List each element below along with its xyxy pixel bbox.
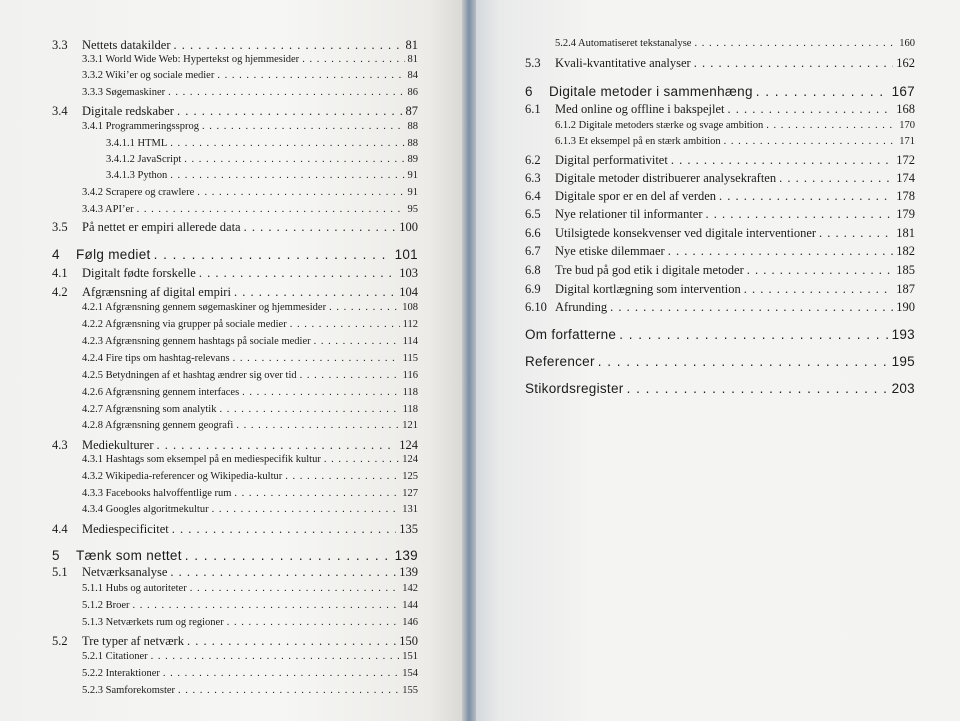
toc-leader-dots [779, 171, 893, 186]
toc-entry-page: 154 [402, 668, 418, 679]
toc-entry-title: 4.2.5 Betydningen af et hashtag ændrer sig over tid [82, 370, 297, 381]
toc-entry-title: 4.2.8 Afgrænsning gennem geografi [82, 420, 234, 431]
toc-entry [525, 136, 915, 147]
toc-entry-title: Netværksanalyse [82, 565, 168, 579]
toc-entry [525, 207, 915, 222]
toc-leader-dots [744, 282, 894, 297]
toc-leader-dots [671, 153, 893, 168]
toc-entry-title: Afgrænsning af digital empiri [82, 285, 231, 299]
toc-entry-page: 187 [896, 282, 915, 296]
toc-entry-title: Digitale metoder i sammenhæng [549, 84, 753, 99]
toc-entry-title: 4.2.6 Afgrænsning gennem interfaces [82, 387, 240, 398]
toc-entry-page: 144 [402, 600, 418, 611]
toc-entry-page: 115 [402, 353, 418, 364]
toc-leader-dots [719, 189, 893, 204]
toc-entry-page: 179 [896, 207, 915, 221]
toc-entry-title: 5.1.3 Netværkets rum og regioner [82, 617, 224, 628]
toc-entry-title: Med online og offline i bakspejlet [555, 102, 725, 116]
toc-leader-dots [706, 207, 894, 222]
toc-entry-page: 178 [896, 189, 915, 203]
toc-entry-page: 124 [399, 438, 418, 452]
toc-entry-page: 95 [407, 204, 418, 215]
toc-entry-page: 124 [402, 454, 418, 465]
toc-entry-page: 139 [394, 548, 418, 563]
toc-entry-page: 118 [402, 404, 418, 415]
toc-leader-dots [668, 244, 894, 259]
toc-entry-page: 168 [896, 102, 915, 116]
toc-entry-page: 104 [399, 285, 418, 299]
toc-entry-page: 142 [402, 583, 418, 594]
toc-entry-title: 4.2.3 Afgrænsning gennem hashtags på sociale medier [82, 336, 311, 347]
toc-entry-page: 89 [407, 154, 418, 165]
toc-entry-page: 170 [899, 120, 915, 131]
toc-entry-number: 6.5 [525, 207, 541, 221]
toc-entry-title: 4.2.1 Afgrænsning gennem søgemaskiner og hjemmesider [82, 302, 327, 313]
toc-leader-dots [819, 226, 893, 241]
toc-entry-number: 6.3 [525, 171, 541, 185]
toc-entry-title: 3.4.1.2 JavaScript [106, 154, 182, 165]
toc-entry-title: Følg mediet [76, 247, 151, 262]
toc-entry-title: Digitale redskaber [82, 104, 174, 118]
toc-entry-page: 185 [896, 263, 915, 277]
toc-entry-page: 155 [402, 685, 418, 696]
toc-entry-page: 171 [899, 136, 915, 147]
toc-entry-page: 118 [402, 387, 418, 398]
toc-entry-number: 6.7 [525, 244, 541, 258]
toc-leader-dots [627, 381, 889, 396]
toc-entry-title: Om forfatterne [525, 327, 617, 342]
toc-entry-number: 4.1 [52, 266, 68, 280]
toc-entry-title: 6.1.2 Digitale metoders stærke og svage ambition [555, 120, 764, 131]
toc-entry-number: 3.3 [52, 38, 68, 52]
toc-entry-number: 6.2 [525, 153, 541, 167]
toc-entry-page: 88 [407, 121, 418, 132]
toc-entry-page: 181 [896, 226, 915, 240]
toc-entry-page: 125 [402, 471, 418, 482]
toc-entry-title: Mediespecificitet [82, 522, 169, 536]
toc-entry-page: 195 [891, 354, 915, 369]
toc-entry-page: 114 [402, 336, 418, 347]
toc-entry-page: 108 [402, 302, 418, 313]
toc-entry-title: På nettet er empiri allerede data [82, 220, 241, 234]
toc-entry [525, 56, 915, 71]
toc-entry-page: 203 [891, 381, 915, 396]
toc-entry-page: 86 [407, 87, 418, 98]
toc-entry-title: 3.4.1.3 Python [106, 170, 168, 181]
toc-entry [525, 102, 915, 117]
toc-entry-page: 139 [399, 565, 418, 579]
toc-entry [525, 300, 915, 315]
toc-entry-title: Digital performativitet [555, 153, 668, 167]
toc-entry-page: 116 [402, 370, 418, 381]
toc-entry [525, 244, 915, 259]
toc-entry-page: 167 [891, 84, 915, 99]
toc-entry-number: 4.2 [52, 285, 68, 299]
toc-leader-dots [756, 84, 889, 99]
toc-entry-number: 5.2 [52, 634, 68, 648]
toc-entry [525, 226, 915, 241]
toc-entry-page: 131 [402, 504, 418, 515]
toc-entry-title: Digitale metoder distribuerer analysekraften [555, 171, 777, 185]
toc-entry-page: 193 [891, 327, 915, 342]
toc-entry-title: 5.2.3 Samforekomster [82, 685, 176, 696]
toc-leader-dots [747, 263, 894, 278]
toc-entry-title: Nye etiske dilemmaer [555, 244, 665, 258]
toc-entry-title: Kvali-kvantitative analyser [555, 56, 691, 70]
toc-entry-title: 5.2.4 Automatiseret tekstanalyse [555, 38, 692, 49]
toc-leader-dots [766, 120, 896, 131]
toc-entry-title: 3.4.3 API’er [82, 204, 134, 215]
toc-entry-number: 5 [52, 548, 60, 563]
toc-entry-page: 84 [407, 70, 418, 81]
toc-entry [525, 84, 915, 99]
toc-entry-title: Digitalt fødte forskelle [82, 266, 196, 280]
toc-entry-page: 162 [896, 56, 915, 70]
toc-entry-number: 4.4 [52, 522, 68, 536]
toc-entry-title: Nye relationer til informanter [555, 207, 703, 221]
toc-entry-title: 4.3.2 Wikipedia-referencer og Wikipedia-kultur [82, 471, 283, 482]
toc-entry-title: Utilsigtede konsekvenser ved digitale interventioner [555, 226, 817, 240]
toc-entry-page: 91 [407, 187, 418, 198]
toc-entry-title: 3.4.1.1 HTML [106, 138, 168, 149]
toc-entry-title: Nettets datakilder [82, 38, 171, 52]
toc-entry-number: 5.1 [52, 565, 68, 579]
toc-entry-number: 6.9 [525, 282, 541, 296]
toc-entry-page: 182 [896, 244, 915, 258]
toc-entry-title: 3.3.2 Wiki’er og sociale medier [82, 70, 215, 81]
toc-entry [525, 381, 915, 396]
toc-leader-dots [694, 56, 894, 71]
toc-leader-dots [724, 136, 897, 147]
toc-entry-title: 3.4.2 Scrapere og crawlere [82, 187, 195, 198]
toc-entry-number: 4 [52, 247, 60, 262]
toc-entry-number: 4.3 [52, 438, 68, 452]
toc-entry-page: 81 [405, 38, 418, 52]
toc-entry-number: 3.5 [52, 220, 68, 234]
toc-entry-title: Stikordsregister [525, 381, 624, 396]
toc-entry-title: 3.4.1 Programmeringssprog [82, 121, 199, 132]
toc-entry-title: 4.2.7 Afgrænsning som analytik [82, 404, 217, 415]
toc-entry [525, 327, 915, 342]
toc-entry-title: Afrunding [555, 300, 608, 314]
toc-entry-title: 3.3.3 Søgemaskiner [82, 87, 166, 98]
toc-entry-page: 172 [896, 153, 915, 167]
toc-entry-title: Referencer [525, 354, 595, 369]
toc-entry-title: 4.2.4 Fire tips om hashtag-relevans [82, 353, 230, 364]
toc-entry [525, 282, 915, 297]
toc-entry-page: 135 [399, 522, 418, 536]
toc-leader-dots [694, 38, 896, 49]
toc-entry-title: 4.3.4 Googles algoritmekultur [82, 504, 209, 515]
toc-entry-page: 146 [402, 617, 418, 628]
toc-entry-number: 6.8 [525, 263, 541, 277]
toc-entry-number: 3.4 [52, 104, 68, 118]
toc-leader-dots [598, 354, 889, 369]
toc-entry-page: 174 [896, 171, 915, 185]
toc-entry [525, 189, 915, 204]
toc-entry-page: 91 [407, 170, 418, 181]
toc-entry-page: 150 [399, 634, 418, 648]
toc-entry-title: Mediekulturer [82, 438, 154, 452]
toc-entry-title: 5.2.1 Citationer [82, 651, 148, 662]
toc-entry [525, 153, 915, 168]
toc-entry-page: 103 [399, 266, 418, 280]
toc-leader-dots [728, 102, 894, 117]
toc-entry-title: 5.1.1 Hubs og autoriteter [82, 583, 187, 594]
toc-entry-title: 4.2.2 Afgrænsning via grupper på sociale medier [82, 319, 287, 330]
toc-entry-title: 4.3.3 Facebooks halvoffentlige rum [82, 488, 232, 499]
toc-entry-page: 112 [402, 319, 418, 330]
toc-leader-dots [610, 300, 893, 315]
toc-entry-title: Digitale spor er en del af verden [555, 189, 717, 203]
toc-entry-page: 160 [899, 38, 915, 49]
toc-entry-number: 6.6 [525, 226, 541, 240]
toc-entry-title: Tre typer af netværk [82, 634, 184, 648]
toc-entry-page: 190 [896, 300, 915, 314]
toc-entry-page: 100 [399, 220, 418, 234]
toc-entry [525, 171, 915, 186]
toc-entry-page: 127 [402, 488, 418, 499]
toc-entry [525, 354, 915, 369]
toc-entry-page: 121 [402, 420, 418, 431]
toc-entry-page: 151 [402, 651, 418, 662]
toc-entry-number: 6.10 [525, 300, 547, 314]
toc-entry-title: 3.3.1 World Wide Web: Hypertekst og hjemmesider [82, 54, 300, 65]
toc-entry-title: Tre bud på god etik i digitale metoder [555, 263, 744, 277]
toc-entry [525, 38, 915, 49]
toc-entry-title: Digital kortlægning som intervention [555, 282, 741, 296]
toc-entry-number: 6 [525, 84, 533, 99]
toc-leader-dots [619, 327, 888, 342]
toc-entry-title: 5.1.2 Broer [82, 600, 130, 611]
toc-entry-page: 87 [405, 104, 418, 118]
toc-entry-number: 5.3 [525, 56, 541, 70]
toc-entry-title: 4.3.1 Hashtags som eksempel på en mediespecifik kultur [82, 454, 321, 465]
toc-entry-page: 88 [407, 138, 418, 149]
toc-entry-page: 101 [394, 247, 418, 262]
toc-entry-title: Tænk som nettet [76, 548, 182, 563]
toc-entry-title: 6.1.3 Et eksempel på en stærk ambition [555, 136, 721, 147]
toc-entry-page: 81 [407, 54, 418, 65]
toc-entry-number: 6.4 [525, 189, 541, 203]
toc-entry-title: 5.2.2 Interaktioner [82, 668, 160, 679]
toc-entry [525, 263, 915, 278]
toc-entry-number: 6.1 [525, 102, 541, 116]
toc-entry [525, 120, 915, 131]
